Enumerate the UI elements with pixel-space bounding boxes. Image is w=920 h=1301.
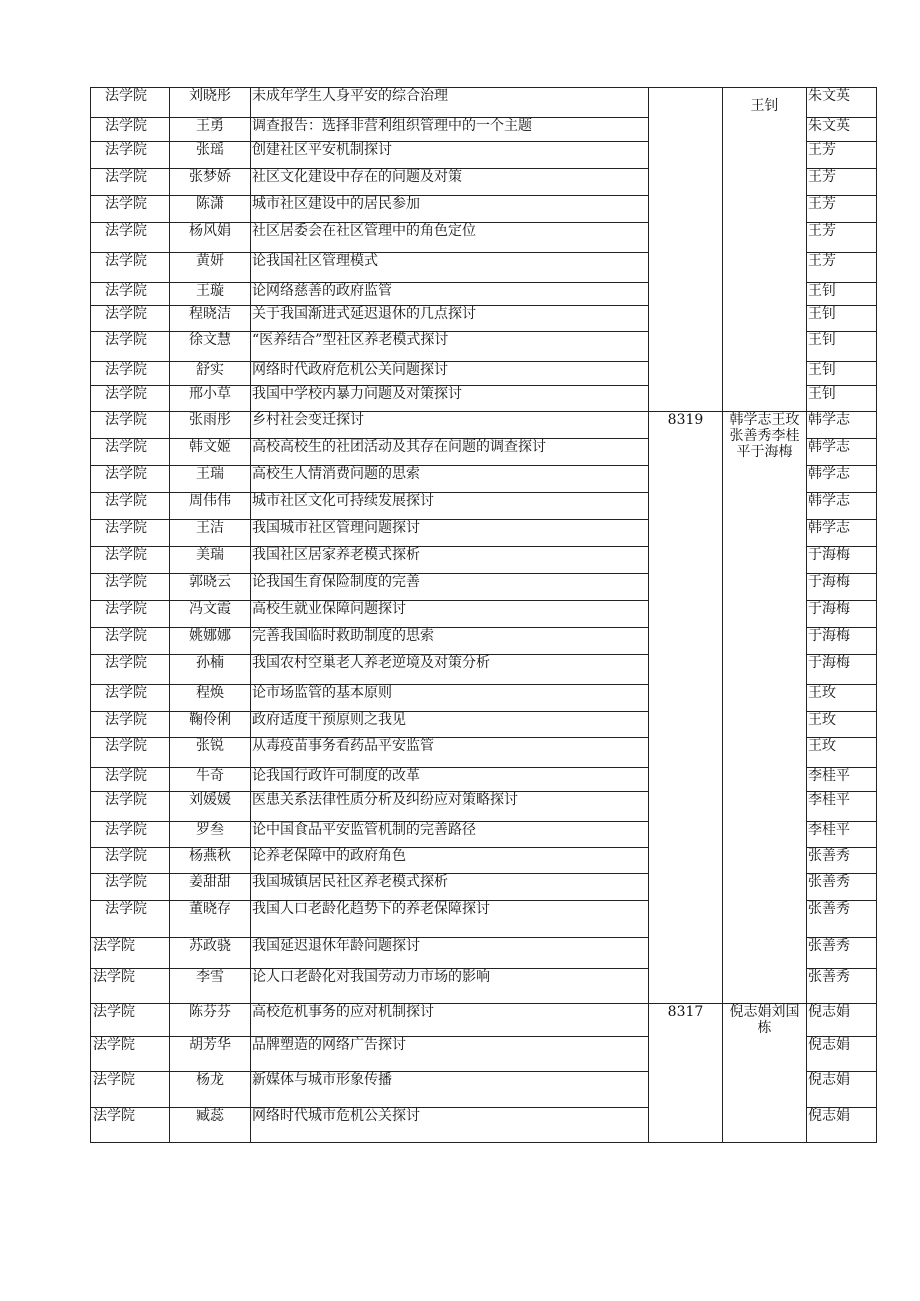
student-name-cell: 张梦娇 (170, 169, 251, 196)
college-cell: 法学院 (91, 466, 170, 493)
college-cell: 法学院 (91, 848, 170, 874)
advisor-cell: 王钊 (807, 332, 877, 362)
advisor-cell: 朱文英 (807, 88, 877, 118)
thesis-topic-cell: 高校生人情消费问题的思索 (251, 466, 649, 493)
college-cell: 法学院 (91, 1004, 170, 1037)
thesis-topic-cell: 高校危机事务的应对机制探讨 (251, 1004, 649, 1037)
thesis-defense-table (90, 87, 877, 1143)
advisor-cell: 王钊 (807, 283, 877, 306)
advisor-cell: 韩学志 (807, 493, 877, 520)
college-cell: 法学院 (91, 938, 170, 969)
student-name-cell: 舒实 (170, 362, 251, 386)
college-cell: 法学院 (91, 1072, 170, 1108)
student-name-cell: 陈芬芬 (170, 1004, 251, 1037)
student-name-cell: 李雪 (170, 969, 251, 1004)
college-cell: 法学院 (91, 493, 170, 520)
student-name-cell: 美瑞 (170, 547, 251, 574)
table-row (91, 412, 877, 439)
student-name-cell: 刘晓彤 (170, 88, 251, 118)
student-name-cell: 胡芳华 (170, 1037, 251, 1072)
thesis-topic-cell: 我国中学校内暴力问题及对策探讨 (251, 386, 649, 412)
advisor-cell: 韩学志 (807, 412, 877, 439)
college-cell: 法学院 (91, 88, 170, 118)
student-name-cell: 杨龙 (170, 1072, 251, 1108)
college-cell: 法学院 (91, 169, 170, 196)
student-name-cell: 徐文慧 (170, 332, 251, 362)
thesis-topic-cell: 品牌塑造的网络广告探讨 (251, 1037, 649, 1072)
student-name-cell: 程晓洁 (170, 306, 251, 332)
table-row (91, 88, 877, 118)
advisor-cell: 王玫 (807, 685, 877, 712)
student-name-cell: 姜甜甜 (170, 874, 251, 901)
advisor-cell: 李桂平 (807, 822, 877, 848)
thesis-topic-cell: 高校生就业保障问题探讨 (251, 601, 649, 628)
advisor-cell: 王钊 (807, 362, 877, 386)
thesis-topic-cell: 我国社区居家养老模式探析 (251, 547, 649, 574)
student-name-cell: 陈潇 (170, 196, 251, 223)
student-name-cell: 姚娜娜 (170, 628, 251, 655)
advisor-cell: 倪志娟 (807, 1072, 877, 1108)
advisor-cell: 王芳 (807, 196, 877, 223)
college-cell: 法学院 (91, 822, 170, 848)
thesis-topic-cell: 网络时代城市危机公关探讨 (251, 1108, 649, 1143)
college-cell: 法学院 (91, 547, 170, 574)
advisor-cell: 王玫 (807, 712, 877, 738)
college-cell: 法学院 (91, 362, 170, 386)
college-cell: 法学院 (91, 601, 170, 628)
thesis-topic-cell: 我国农村空巢老人养老逆境及对策分析 (251, 655, 649, 685)
student-name-cell: 王璇 (170, 283, 251, 306)
advisor-cell: 于海梅 (807, 574, 877, 601)
thesis-topic-cell: 我国城镇居民社区养老模式探析 (251, 874, 649, 901)
college-cell: 法学院 (91, 738, 170, 768)
thesis-topic-cell: 政府适度干预原则之我见 (251, 712, 649, 738)
student-name-cell: 董晓存 (170, 901, 251, 938)
advisor-cell: 张善秀 (807, 938, 877, 969)
student-name-cell: 杨风娟 (170, 223, 251, 253)
college-cell: 法学院 (91, 969, 170, 1004)
advisor-cell: 朱文英 (807, 118, 877, 142)
advisor-cell: 韩学志 (807, 466, 877, 493)
room-cell: 8319 (649, 412, 723, 1004)
college-cell: 法学院 (91, 439, 170, 466)
advisor-cell: 李桂平 (807, 792, 877, 822)
advisor-cell: 李桂平 (807, 768, 877, 792)
defense-panel-cell: 韩学志王玫张善秀李桂平于海梅 (723, 412, 807, 1004)
thesis-topic-cell: 城市社区文化可持续发展探讨 (251, 493, 649, 520)
college-cell: 法学院 (91, 628, 170, 655)
college-cell: 法学院 (91, 386, 170, 412)
thesis-topic-cell: 我国城市社区管理问题探讨 (251, 520, 649, 547)
student-name-cell: 张瑶 (170, 142, 251, 169)
student-name-cell: 张锐 (170, 738, 251, 768)
college-cell: 法学院 (91, 332, 170, 362)
advisor-cell: 张善秀 (807, 969, 877, 1004)
student-name-cell: 鞠伶俐 (170, 712, 251, 738)
college-cell: 法学院 (91, 306, 170, 332)
thesis-topic-cell: 医患关系法律性质分析及纠纷应对策略探讨 (251, 792, 649, 822)
student-name-cell: 王洁 (170, 520, 251, 547)
defense-panel-cell: 倪志娟刘国栋 (723, 1004, 807, 1143)
thesis-topic-cell: 我国延迟退休年龄问题探讨 (251, 938, 649, 969)
student-name-cell: 臧蕊 (170, 1108, 251, 1143)
college-cell: 法学院 (91, 412, 170, 439)
table-row (91, 1004, 877, 1037)
room-cell (649, 88, 723, 412)
student-name-cell: 刘媛媛 (170, 792, 251, 822)
college-cell: 法学院 (91, 712, 170, 738)
college-cell: 法学院 (91, 874, 170, 901)
thesis-topic-cell: 创建社区平安机制探讨 (251, 142, 649, 169)
student-name-cell: 杨燕秋 (170, 848, 251, 874)
student-name-cell: 邢小草 (170, 386, 251, 412)
thesis-topic-cell: 城市社区建设中的居民参加 (251, 196, 649, 223)
college-cell: 法学院 (91, 685, 170, 712)
advisor-cell: 王芳 (807, 142, 877, 169)
college-cell: 法学院 (91, 1108, 170, 1143)
advisor-cell: 于海梅 (807, 655, 877, 685)
student-name-cell: 黄妍 (170, 253, 251, 283)
advisor-cell: 王钊 (807, 306, 877, 332)
advisor-cell: 倪志娟 (807, 1108, 877, 1143)
college-cell: 法学院 (91, 768, 170, 792)
thesis-topic-cell: 关于我国渐进式延迟退休的几点探讨 (251, 306, 649, 332)
college-cell: 法学院 (91, 655, 170, 685)
defense-panel-cell: 王钊 (723, 88, 807, 412)
college-cell: 法学院 (91, 520, 170, 547)
advisor-cell: 王玫 (807, 738, 877, 768)
thesis-topic-cell: 我国人口老龄化趋势下的养老保障探讨 (251, 901, 649, 938)
advisor-cell: 张善秀 (807, 874, 877, 901)
thesis-topic-cell: 论中国食品平安监管机制的完善路径 (251, 822, 649, 848)
student-name-cell: 韩文姬 (170, 439, 251, 466)
college-cell: 法学院 (91, 574, 170, 601)
college-cell: 法学院 (91, 142, 170, 169)
thesis-topic-cell: 社区文化建设中存在的问题及对策 (251, 169, 649, 196)
thesis-topic-cell: “医养结合”型社区养老模式探讨 (251, 332, 649, 362)
college-cell: 法学院 (91, 196, 170, 223)
advisor-cell: 王芳 (807, 223, 877, 253)
thesis-topic-cell: 从毒疫苗事务看药品平安监管 (251, 738, 649, 768)
advisor-cell: 王芳 (807, 253, 877, 283)
advisor-cell: 张善秀 (807, 901, 877, 938)
advisor-cell: 于海梅 (807, 547, 877, 574)
thesis-topic-cell: 乡村社会变迁探讨 (251, 412, 649, 439)
student-name-cell: 冯文霞 (170, 601, 251, 628)
thesis-topic-cell: 论养老保障中的政府角色 (251, 848, 649, 874)
college-cell: 法学院 (91, 253, 170, 283)
thesis-topic-cell: 调查报告：选择非营利组织管理中的一个主题 (251, 118, 649, 142)
advisor-cell: 张善秀 (807, 848, 877, 874)
student-name-cell: 王瑞 (170, 466, 251, 493)
college-cell: 法学院 (91, 901, 170, 938)
thesis-topic-cell: 新媒体与城市形象传播 (251, 1072, 649, 1108)
advisor-cell: 倪志娟 (807, 1004, 877, 1037)
student-name-cell: 王勇 (170, 118, 251, 142)
advisor-cell: 王钊 (807, 386, 877, 412)
thesis-topic-cell: 论我国生育保险制度的完善 (251, 574, 649, 601)
student-name-cell: 牛奇 (170, 768, 251, 792)
college-cell: 法学院 (91, 223, 170, 253)
student-name-cell: 程焕 (170, 685, 251, 712)
thesis-topic-cell: 论人口老龄化对我国劳动力市场的影响 (251, 969, 649, 1004)
college-cell: 法学院 (91, 283, 170, 306)
advisor-cell: 于海梅 (807, 628, 877, 655)
thesis-topic-cell: 未成年学生人身平安的综合治理 (251, 88, 649, 118)
thesis-topic-cell: 论我国社区管理模式 (251, 253, 649, 283)
student-name-cell: 孙楠 (170, 655, 251, 685)
college-cell: 法学院 (91, 118, 170, 142)
student-name-cell: 张雨彤 (170, 412, 251, 439)
thesis-topic-cell: 完善我国临时救助制度的思索 (251, 628, 649, 655)
student-name-cell: 周伟伟 (170, 493, 251, 520)
advisor-cell: 韩学志 (807, 520, 877, 547)
thesis-topic-cell: 网络时代政府危机公关问题探讨 (251, 362, 649, 386)
college-cell: 法学院 (91, 1037, 170, 1072)
student-name-cell: 罗叁 (170, 822, 251, 848)
advisor-cell: 韩学志 (807, 439, 877, 466)
room-cell: 8317 (649, 1004, 723, 1143)
college-cell: 法学院 (91, 792, 170, 822)
thesis-topic-cell: 社区居委会在社区管理中的角色定位 (251, 223, 649, 253)
advisor-cell: 倪志娟 (807, 1037, 877, 1072)
advisor-cell: 王芳 (807, 169, 877, 196)
thesis-topic-cell: 论市场监管的基本原则 (251, 685, 649, 712)
thesis-topic-cell: 论网络慈善的政府监管 (251, 283, 649, 306)
student-name-cell: 苏政骁 (170, 938, 251, 969)
thesis-topic-cell: 论我国行政许可制度的改革 (251, 768, 649, 792)
student-name-cell: 郭晓云 (170, 574, 251, 601)
thesis-topic-cell: 高校高校生的社团活动及其存在问题的调查探讨 (251, 439, 649, 466)
advisor-cell: 于海梅 (807, 601, 877, 628)
